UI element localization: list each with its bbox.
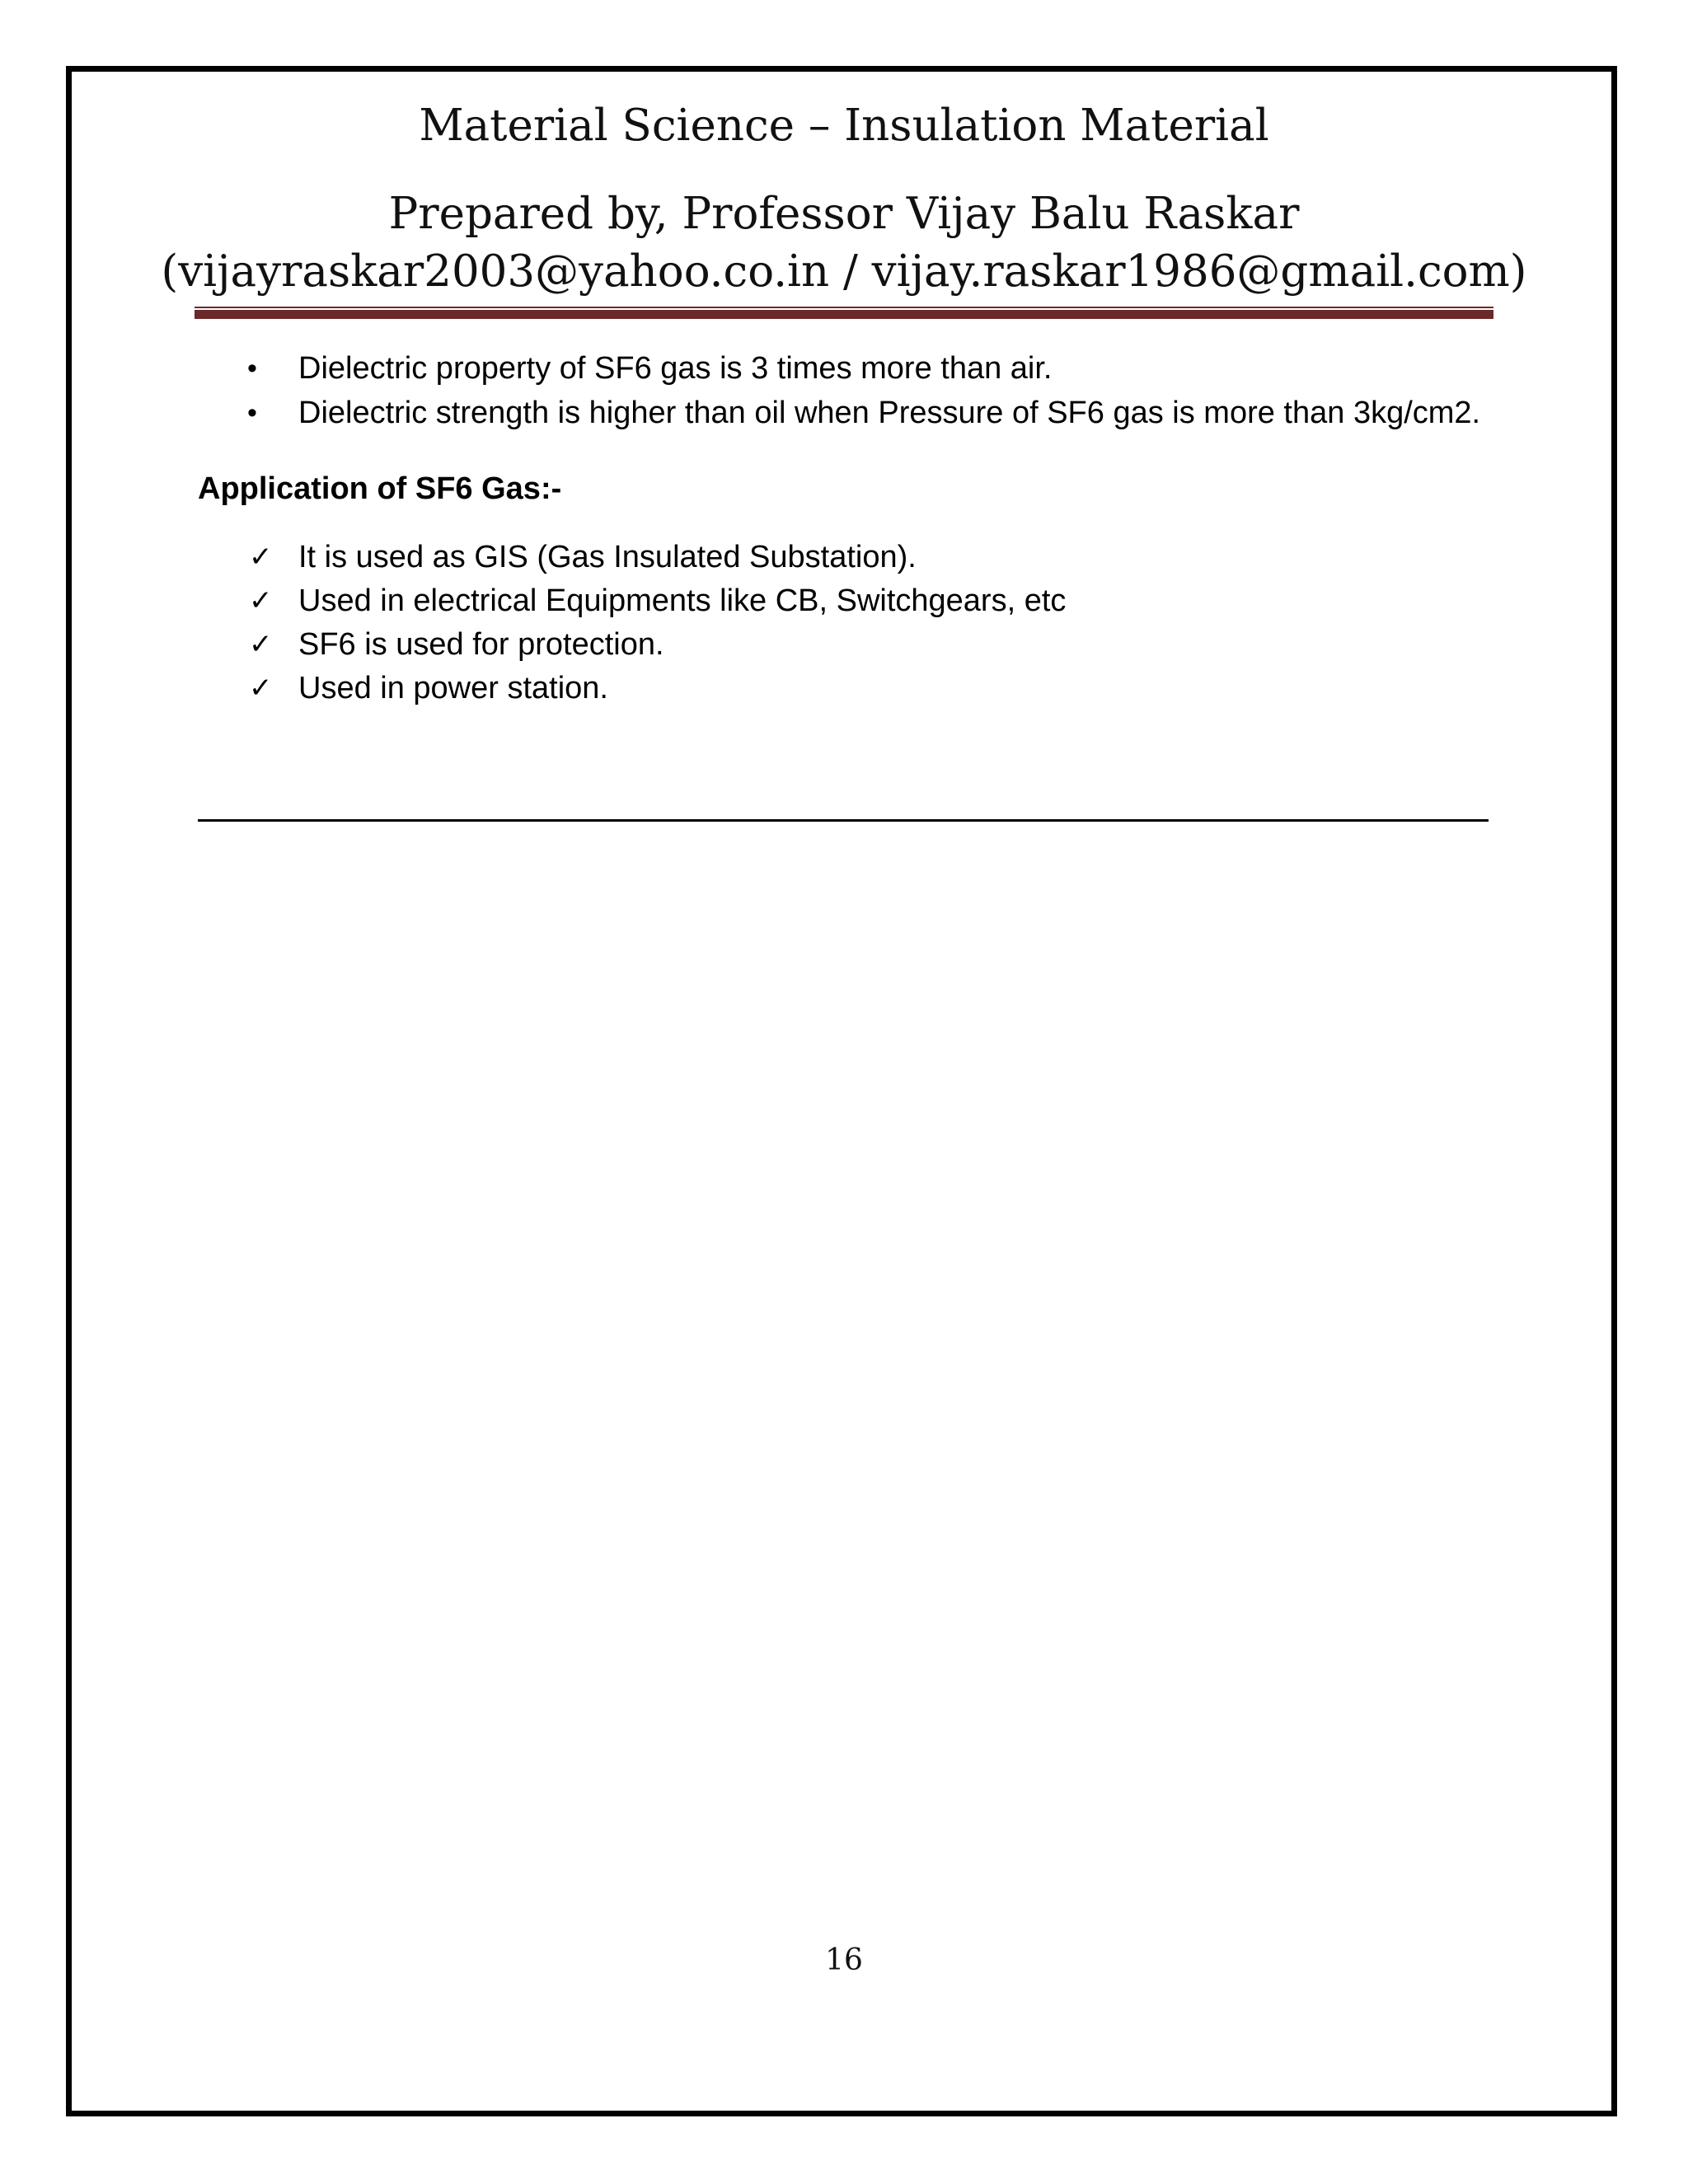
list-item [198,346,1492,391]
bullet-icon: • [247,397,257,429]
checkmark-icon: ✓ [249,584,273,617]
checkmark-icon: ✓ [249,541,273,574]
header-rule-thin [195,307,1493,308]
section-heading: Application of SF6 Gas:- [198,471,562,506]
list-item [198,667,1492,710]
list-item-text: It is used as GIS (Gas Insulated Substation). [298,540,917,574]
author-line: Prepared by, Professor Vijay Balu Raskar [388,189,1300,239]
list-item [198,391,1492,435]
list-item-text: Dielectric property of SF6 gas is 3 times more than air. [298,351,1053,386]
header-rule-thick [195,310,1493,319]
checkmark-icon: ✓ [249,672,273,705]
author-emails: (vijayraskar2003@yahoo.co.in / vijay.raskar1986@gmail.com) [161,246,1527,297]
property-list [198,346,1492,435]
list-item-text: SF6 is used for protection. [298,627,664,662]
page-content [198,346,1492,710]
bullet-icon: • [247,353,257,384]
section-divider [198,819,1489,822]
application-list [198,536,1492,710]
list-item [198,579,1492,623]
list-item [198,623,1492,667]
list-item [198,536,1492,579]
checkmark-icon: ✓ [249,628,273,661]
list-item-text: Dielectric strength is higher than oil when Pressure of SF6 gas is more than 3kg/cm2. [298,396,1481,430]
list-item-text: Used in power station. [298,671,608,705]
list-item-text: Used in electrical Equipments like CB, Switchgears, etc [298,583,1067,618]
document-title: Material Science – Insulation Material [419,101,1269,151]
page-number: 16 [825,1943,863,1977]
